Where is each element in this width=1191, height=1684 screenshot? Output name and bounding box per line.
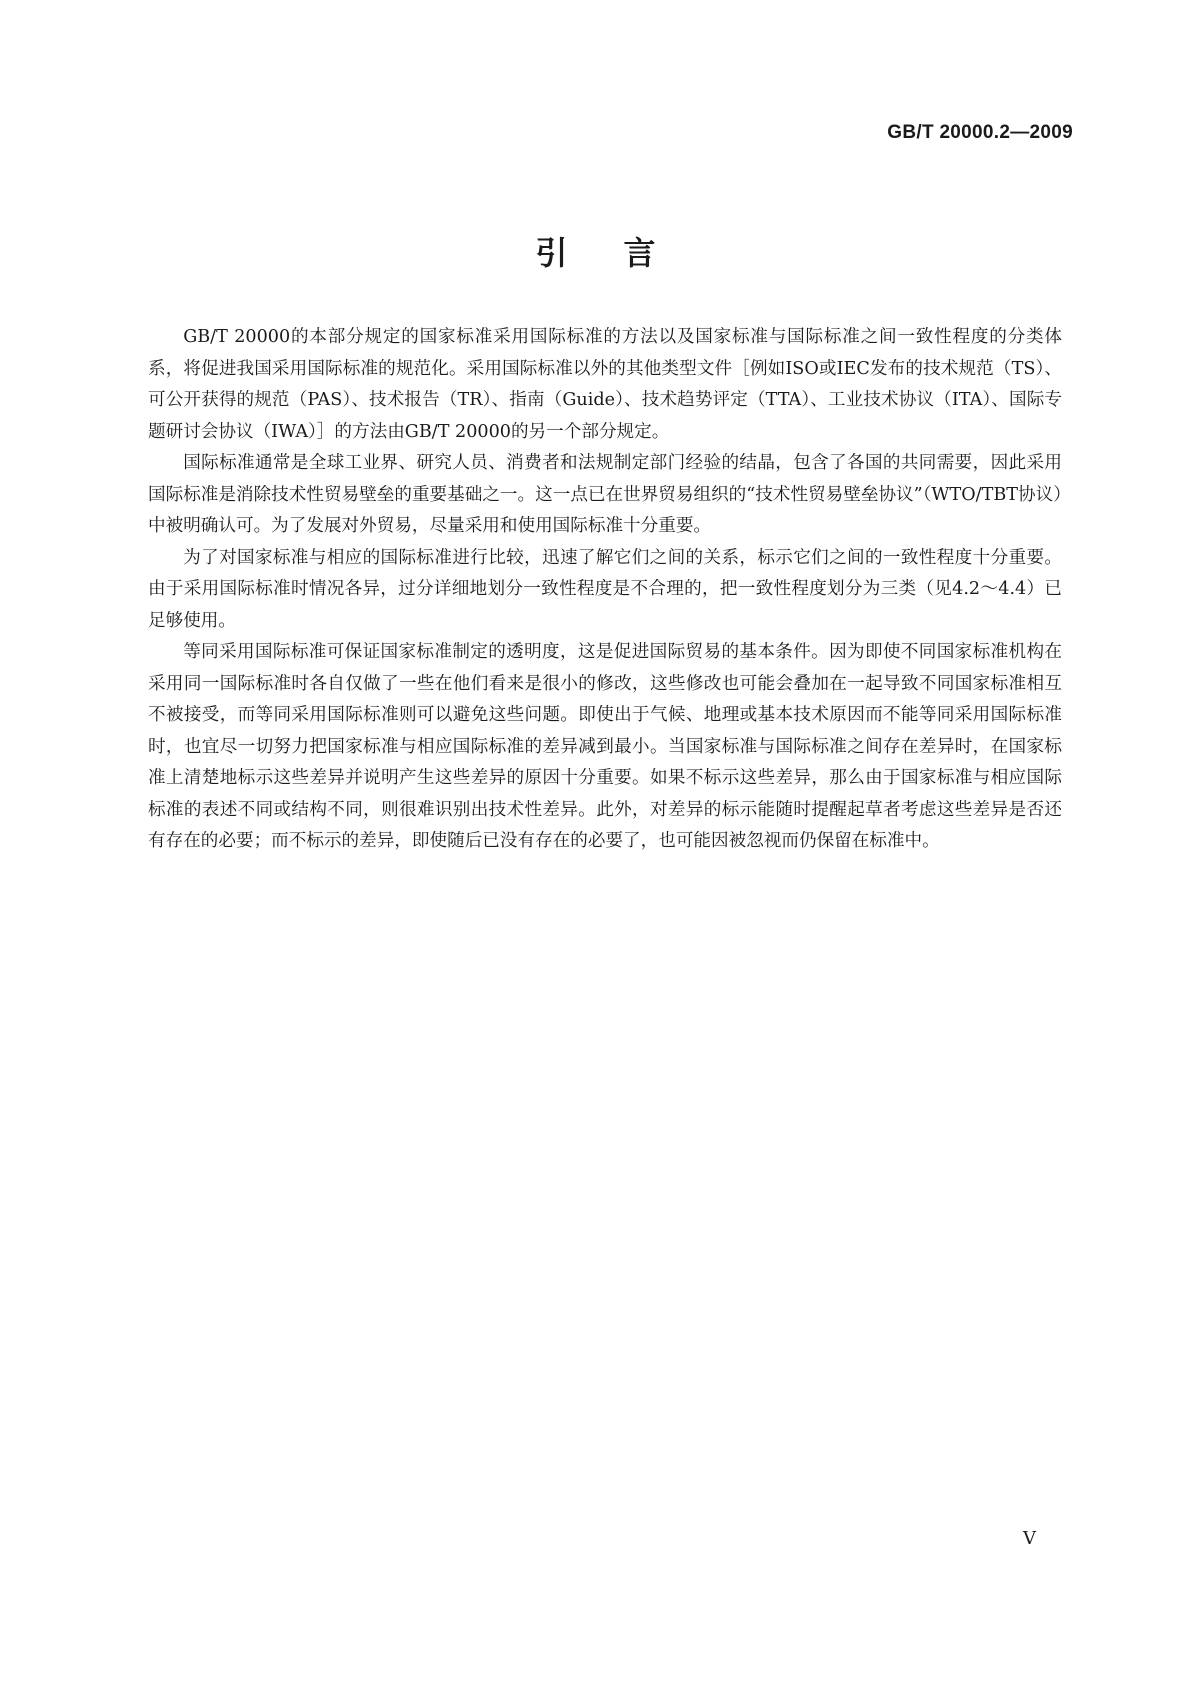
- paragraph-degree-of-correspondence: 为了对国家标准与相应的国际标准进行比较，迅速了解它们之间的关系，标示它们之间的一致性程度十分重要。由于采用国际标准时情况各异，过分详细地划分一致性程度是不合理的，把一致性程度划分为三类（见4.2～4.4）已足够使用。: [148, 547, 1062, 631]
- document-body: [148, 322, 1062, 858]
- page-title: 引言: [535, 234, 712, 272]
- paragraph-identical-adoption: 等同采用国际标准可保证国家标准制定的透明度，这是促进国际贸易的基本条件。因为即使不同国家标准机构在采用同一国际标准时各自仅做了一些在他们看来是很小的修改，这些修改也可能会叠加在一起导致不同国家标准相互不被接受，而等同采用国际标准则可以避免这些问题。即使出于气候、地理或基本技术原因而不能等同采用国际标准时，也宜尽一切努力把国家标准与相应国际标准的差异减到最小。当国家标准与国际标准之间存在差异时，在国家标准上清楚地标示这些差异并说明产生这些差异的原因十分重要。如果不标示这些差异，那么由于国家标准与相应国际标准的表述不同或结构不同，则很难识别出技术性差异。此外，对差异的标示能随时提醒起草者考虑这些差异是否还有存在的必要；而不标示的差异，即使随后已没有存在的必要了，也可能因被忽视而仍保留在标准中。: [148, 642, 1062, 851]
- page-number: V: [1023, 1528, 1036, 1549]
- standard-number: GB/T 20000.2—2009: [887, 122, 1073, 143]
- paragraph-scope: GB/T 20000的本部分规定的国家标准采用国际标准的方法以及国家标准与国际标准之间一致性程度的分类体系，将促进我国采用国际标准的规范化。采用国际标准以外的其他类型文件［例如ISO或IEC发布的技术规范（TS）、可公开获得的规范（PAS）、技术报告（TR）、指南（Guide）、技术趋势评定（TTA）、工业技术协议（ITA）、国际专题研讨会协议（IWA）］的方法由GB/T 20000的另一个部分规定。: [148, 327, 1062, 442]
- paragraph-international-standards: 国际标准通常是全球工业界、研究人员、消费者和法规制定部门经验的结晶，包含了各国的共同需要，因此采用国际标准是消除技术性贸易壁垒的重要基础之一。这一点已在世界贸易组织的“技术性贸易壁垒协议”（WTO/TBT协议）中被明确认可。为了发展对外贸易，尽量采用和使用国际标准十分重要。: [148, 453, 1062, 536]
